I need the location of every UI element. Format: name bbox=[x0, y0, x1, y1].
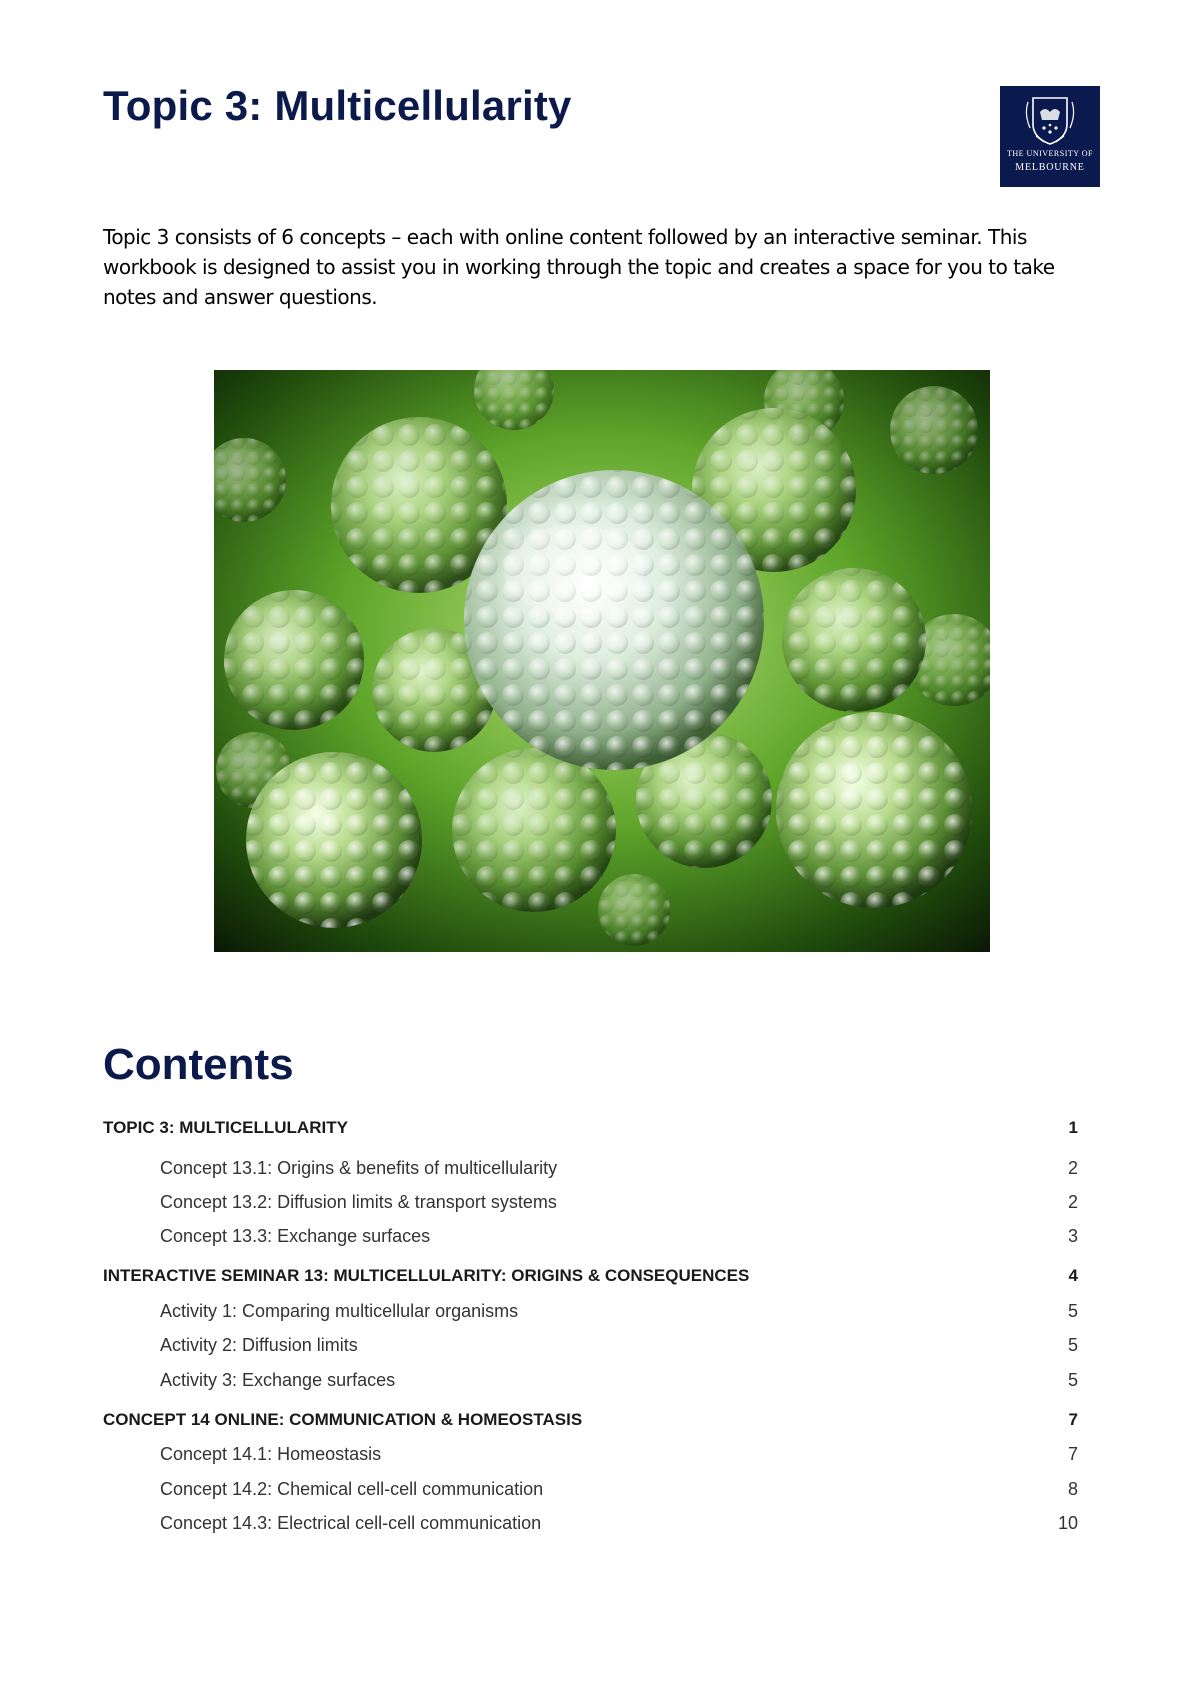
toc-entry-label: Activity 1: Comparing multicellular organisms bbox=[160, 1301, 519, 1321]
intro-paragraph: Topic 3 consists of 6 concepts – each with online content followed by an interactive seminar. This workbook is designed to assist you in working through the topic and creates a space for you to take notes and answer questions. bbox=[103, 225, 1055, 309]
toc-entry-page: 7 bbox=[1067, 1444, 1078, 1464]
toc-entry-label: INTERACTIVE SEMINAR 13: MULTICELLULARITY: ORIGINS & CONSEQUENCES bbox=[103, 1266, 750, 1285]
toc-entry[interactable] bbox=[103, 1192, 1078, 1218]
toc-entry-page: 5 bbox=[1067, 1301, 1078, 1321]
toc-entry-label: CONCEPT 14 ONLINE: COMMUNICATION & HOMEOSTASIS bbox=[103, 1410, 583, 1429]
page-title: Topic 3: Multicellularity bbox=[103, 82, 572, 129]
contents-heading: Contents bbox=[103, 1040, 294, 1089]
toc-entry-label: Concept 14.1: Homeostasis bbox=[160, 1444, 382, 1464]
toc-entry[interactable] bbox=[103, 1513, 1078, 1539]
logo-text-line2: MELBOURNE bbox=[1015, 162, 1085, 173]
cell-clusters-illustration bbox=[214, 370, 990, 952]
toc-entry[interactable] bbox=[103, 1301, 1078, 1327]
toc-entry-label: Activity 3: Exchange surfaces bbox=[160, 1370, 396, 1390]
toc-entry-page: 1 bbox=[1068, 1118, 1078, 1137]
toc-entry[interactable] bbox=[103, 1118, 1078, 1144]
toc-entry-page: 8 bbox=[1067, 1479, 1078, 1499]
toc-entry[interactable] bbox=[103, 1370, 1078, 1396]
toc-entry-page: 4 bbox=[1068, 1266, 1078, 1285]
hero-image bbox=[214, 370, 990, 952]
toc-entry-page: 2 bbox=[1067, 1192, 1078, 1212]
logo-text-line1: THE UNIVERSITY OF bbox=[1007, 149, 1093, 158]
toc-entry-page: 5 bbox=[1067, 1370, 1078, 1390]
toc-entry-label: Concept 13.3: Exchange surfaces bbox=[160, 1226, 431, 1246]
toc-entry-page: 5 bbox=[1067, 1335, 1078, 1355]
toc-entry[interactable] bbox=[103, 1158, 1078, 1184]
toc-entry[interactable] bbox=[103, 1444, 1078, 1470]
toc-entry-label: Concept 13.2: Diffusion limits & transport systems bbox=[160, 1192, 557, 1212]
toc-entry-page: 2 bbox=[1067, 1158, 1078, 1178]
university-logo bbox=[1000, 86, 1100, 187]
toc-entry-page: 10 bbox=[1057, 1513, 1078, 1533]
toc-entry[interactable] bbox=[103, 1266, 1078, 1292]
toc-entry[interactable] bbox=[103, 1410, 1078, 1436]
toc-entry-label: Activity 2: Diffusion limits bbox=[160, 1335, 358, 1355]
toc-entry-label: TOPIC 3: MULTICELLULARITY bbox=[103, 1118, 348, 1137]
toc-entry-label: Concept 14.2: Chemical cell-cell communication bbox=[160, 1479, 544, 1499]
toc-entry[interactable] bbox=[103, 1335, 1078, 1361]
toc-entry-label: Concept 13.1: Origins & benefits of multicellularity bbox=[160, 1158, 558, 1178]
toc-entry[interactable] bbox=[103, 1226, 1078, 1252]
toc-entry-page: 7 bbox=[1068, 1410, 1078, 1429]
toc-entry-label: Concept 14.3: Electrical cell-cell communication bbox=[160, 1513, 542, 1533]
toc-entry-page: 3 bbox=[1067, 1226, 1078, 1246]
toc-entry[interactable] bbox=[103, 1479, 1078, 1505]
